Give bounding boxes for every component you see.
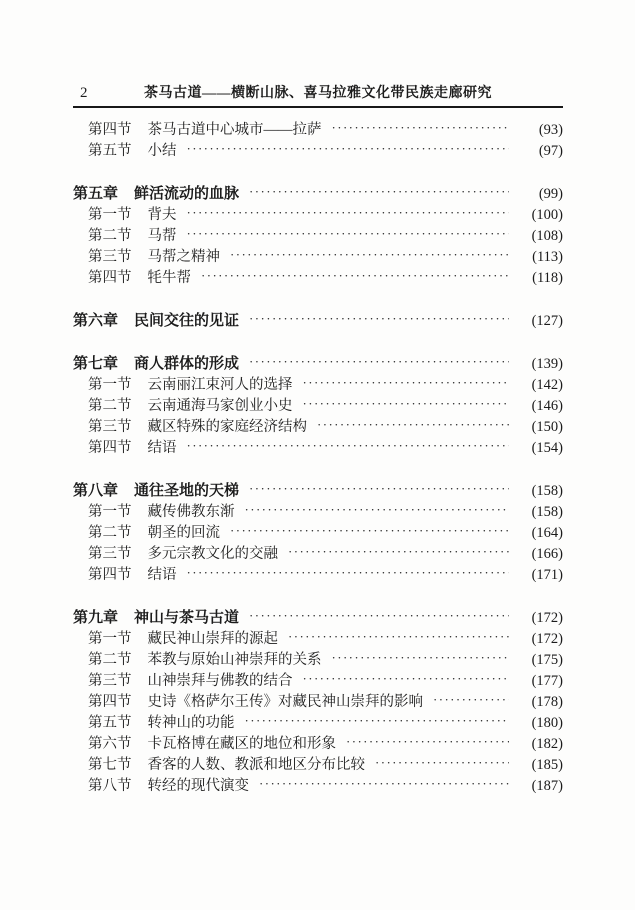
toc-entry-page: (180) <box>531 715 563 731</box>
dot-leader <box>375 752 509 773</box>
header-rule <box>73 106 563 108</box>
toc-entry-label: 第四节 <box>88 122 132 138</box>
toc-entry <box>73 374 563 395</box>
toc-entry-label: 第三节 <box>88 249 132 265</box>
toc-entry <box>73 607 563 628</box>
toc-group <box>73 607 563 796</box>
toc-entry <box>73 183 563 204</box>
toc-entry <box>73 119 563 140</box>
toc-entry-page: (146) <box>531 398 563 414</box>
toc-entry <box>73 564 563 585</box>
toc-entry <box>73 310 563 331</box>
toc-entry-title: 卡瓦格博在藏区的地位和形象 <box>147 736 336 752</box>
toc-entry-page: (166) <box>531 546 563 562</box>
dot-leader <box>303 393 510 414</box>
dot-leader <box>259 773 509 794</box>
toc-entry-label: 第二节 <box>88 398 132 414</box>
toc-entry <box>73 775 563 796</box>
toc-entry-label: 第五章 <box>73 186 119 202</box>
toc-entry <box>73 649 563 670</box>
toc-entry-page: (100) <box>531 207 563 223</box>
running-title: 茶马古道——横断山脉、喜马拉雅文化带民族走廊研究 <box>144 86 492 101</box>
toc-entry-label: 第三节 <box>88 419 132 435</box>
toc-entry <box>73 691 563 712</box>
toc-entry-title: 史诗《格萨尔王传》对藏民神山崇拜的影响 <box>147 694 423 710</box>
toc-entry <box>73 522 563 543</box>
dot-leader <box>303 372 510 393</box>
toc-group <box>73 183 563 288</box>
toc-entry-title: 神山与茶马古道 <box>134 610 240 626</box>
dot-leader <box>303 668 510 689</box>
toc-entry <box>73 395 563 416</box>
toc-group <box>73 310 563 331</box>
toc-entry-page: (150) <box>531 419 563 435</box>
dot-leader <box>230 244 509 265</box>
toc-entry-label: 第七章 <box>73 356 119 372</box>
toc-entry-label: 第六节 <box>88 736 132 752</box>
toc-entry-label: 第八节 <box>88 778 132 794</box>
toc <box>73 119 563 796</box>
toc-entry <box>73 416 563 437</box>
toc-entry-page: (172) <box>531 610 563 626</box>
toc-entry-page: (154) <box>531 440 563 456</box>
toc-entry-label: 第一节 <box>88 377 132 393</box>
toc-entry-label: 第五节 <box>88 143 132 159</box>
toc-entry <box>73 480 563 501</box>
dot-leader <box>249 478 509 499</box>
toc-entry-title: 云南丽江束河人的选择 <box>147 377 293 393</box>
toc-entry-label: 第四节 <box>88 440 132 456</box>
dot-leader <box>332 117 510 138</box>
toc-entry <box>73 140 563 161</box>
toc-entry-page: (164) <box>531 525 563 541</box>
dot-leader <box>201 265 509 286</box>
toc-entry <box>73 670 563 691</box>
dot-leader <box>332 647 510 668</box>
toc-entry <box>73 225 563 246</box>
toc-entry-title: 云南通海马家创业小史 <box>147 398 293 414</box>
toc-entry-title: 多元宗教文化的交融 <box>147 546 278 562</box>
toc-entry-title: 转神山的功能 <box>147 715 235 731</box>
toc-entry-page: (99) <box>538 186 563 202</box>
toc-entry-title: 朝圣的回流 <box>147 525 220 541</box>
toc-entry-label: 第四节 <box>88 567 132 583</box>
toc-entry-label: 第六章 <box>73 313 119 329</box>
toc-entry-label: 第五节 <box>88 715 132 731</box>
dot-leader <box>187 435 510 456</box>
toc-entry-page: (171) <box>531 567 563 583</box>
toc-entry <box>73 754 563 775</box>
dot-leader <box>187 562 510 583</box>
toc-entry-page: (182) <box>531 736 563 752</box>
dot-leader <box>249 605 509 626</box>
dot-leader <box>187 202 510 223</box>
dot-leader <box>230 520 509 541</box>
page-header <box>73 0 563 102</box>
dot-leader <box>249 351 509 372</box>
toc-entry-title: 结语 <box>147 440 177 456</box>
toc-entry-title: 香客的人数、教派和地区分布比较 <box>147 757 365 773</box>
toc-entry-page: (158) <box>531 504 563 520</box>
toc-entry-title: 马帮之精神 <box>147 249 220 265</box>
toc-entry <box>73 543 563 564</box>
toc-entry <box>73 733 563 754</box>
toc-entry-title: 民间交往的见证 <box>134 313 240 329</box>
toc-entry-page: (127) <box>531 313 563 329</box>
toc-entry-title: 茶马古道中心城市——拉萨 <box>147 122 322 138</box>
toc-entry <box>73 204 563 225</box>
toc-entry-page: (93) <box>538 122 563 138</box>
toc-entry-page: (187) <box>531 778 563 794</box>
dot-leader <box>245 499 510 520</box>
toc-entry-title: 小结 <box>147 143 177 159</box>
toc-group <box>73 119 563 161</box>
toc-entry-page: (175) <box>531 652 563 668</box>
toc-entry-title: 转经的现代演变 <box>147 778 249 794</box>
toc-entry-title: 背夫 <box>147 207 177 223</box>
dot-leader <box>288 541 509 562</box>
toc-entry-label: 第七节 <box>88 757 132 773</box>
toc-entry-label: 第三节 <box>88 546 132 562</box>
toc-entry-label: 第二节 <box>88 652 132 668</box>
toc-entry-page: (178) <box>531 694 563 710</box>
toc-entry-label: 第二节 <box>88 525 132 541</box>
toc-entry-page: (97) <box>538 143 563 159</box>
toc-entry-title: 牦牛帮 <box>147 270 191 286</box>
toc-entry <box>73 267 563 288</box>
toc-entry-title: 通往圣地的天梯 <box>134 483 240 499</box>
toc-entry-label: 第一节 <box>88 207 132 223</box>
toc-entry-title: 鲜活流动的血脉 <box>134 186 240 202</box>
toc-entry-page: (113) <box>532 249 563 265</box>
dot-leader <box>317 414 509 435</box>
dot-leader <box>245 710 510 731</box>
toc-entry-title: 山神崇拜与佛教的结合 <box>147 673 293 689</box>
toc-entry <box>73 353 563 374</box>
toc-entry <box>73 437 563 458</box>
toc-entry-title: 藏传佛教东渐 <box>147 504 235 520</box>
toc-entry-label: 第九章 <box>73 610 119 626</box>
toc-entry-page: (158) <box>531 483 563 499</box>
toc-entry-label: 第四节 <box>88 694 132 710</box>
toc-entry-title: 商人群体的形成 <box>134 356 240 372</box>
dot-leader <box>346 731 509 752</box>
toc-entry-page: (142) <box>531 377 563 393</box>
toc-entry-label: 第一节 <box>88 631 132 647</box>
toc-entry-title: 马帮 <box>147 228 177 244</box>
dot-leader <box>187 223 510 244</box>
toc-group <box>73 353 563 458</box>
toc-entry <box>73 628 563 649</box>
toc-entry-label: 第四节 <box>88 270 132 286</box>
text-block <box>73 0 563 796</box>
toc-entry-label: 第八章 <box>73 483 119 499</box>
toc-entry-title: 结语 <box>147 567 177 583</box>
toc-entry-title: 藏区特殊的家庭经济结构 <box>147 419 307 435</box>
toc-entry-page: (108) <box>531 228 563 244</box>
toc-entry-label: 第一节 <box>88 504 132 520</box>
toc-entry-title: 藏民神山崇拜的源起 <box>147 631 278 647</box>
toc-entry-title: 苯教与原始山神崇拜的关系 <box>147 652 322 668</box>
page-number: 2 <box>80 85 88 101</box>
toc-entry-label: 第三节 <box>88 673 132 689</box>
toc-entry-label: 第二节 <box>88 228 132 244</box>
dot-leader <box>433 689 509 710</box>
toc-entry-page: (118) <box>532 270 563 286</box>
toc-entry-page: (139) <box>531 356 563 372</box>
toc-group <box>73 480 563 585</box>
toc-entry-page: (177) <box>531 673 563 689</box>
toc-entry-page: (172) <box>531 631 563 647</box>
dot-leader <box>288 626 509 647</box>
toc-entry <box>73 501 563 522</box>
toc-entry-page: (185) <box>531 757 563 773</box>
toc-entry <box>73 246 563 267</box>
dot-leader <box>187 138 510 159</box>
toc-entry <box>73 712 563 733</box>
dot-leader <box>249 181 509 202</box>
dot-leader <box>249 308 509 329</box>
